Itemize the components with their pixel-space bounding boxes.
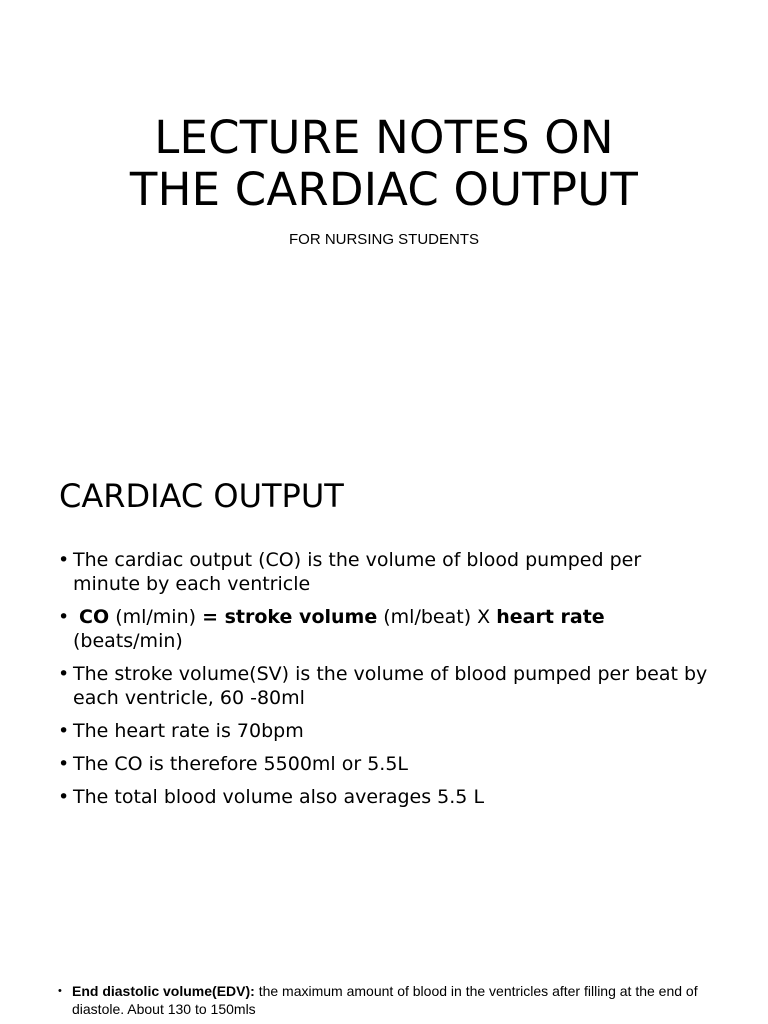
section-heading: CARDIAC OUTPUT <box>59 477 344 515</box>
bullet-icon: • <box>58 720 70 742</box>
formula-sv-unit: (ml/beat) X <box>377 606 497 628</box>
bullet-text: The stroke volume(SV) is the volume of blood pumped per beat by each ventricle, 60 -80ml <box>73 663 708 709</box>
bullet-item-edv <box>58 982 718 1018</box>
bullet-text: The heart rate is 70bpm <box>73 720 304 742</box>
formula-text <box>73 606 605 652</box>
small-bullet-list <box>58 982 718 1018</box>
formula-equals: = <box>202 606 218 628</box>
formula-heart-rate: heart rate <box>496 606 605 628</box>
formula-co-unit: (ml/min) <box>109 606 203 628</box>
bullet-icon: • <box>58 663 70 685</box>
bullet-icon: • <box>58 786 70 808</box>
slide-subtitle: FOR NURSING STUDENTS <box>288 231 479 248</box>
title-line-1: LECTURE NOTES ON <box>154 111 614 164</box>
formula-co: CO <box>79 606 110 628</box>
title-line-2: THE CARDIAC OUTPUT <box>129 163 639 216</box>
bullet-item <box>58 752 708 776</box>
bullet-list <box>58 548 708 818</box>
bullet-icon: • <box>58 549 70 571</box>
edv-text: the maximum amount of blood in the ventricles after filling at the end of diastole. About 130 to 150mls <box>72 983 698 1017</box>
bullet-text: The CO is therefore 5500ml or 5.5L <box>73 753 409 775</box>
formula-stroke-volume: stroke volume <box>218 606 378 628</box>
bullet-icon: • <box>58 753 70 775</box>
title-slide <box>0 0 768 440</box>
slide-title <box>0 112 768 216</box>
edv-term: End diastolic volume(EDV): <box>72 983 255 999</box>
bullet-icon: • <box>58 606 70 628</box>
bullet-item <box>58 785 708 809</box>
bullet-icon: • <box>58 985 62 997</box>
bullet-item-formula <box>58 605 708 653</box>
bullet-item <box>58 662 708 710</box>
bullet-text: The total blood volume also averages 5.5 L <box>73 786 485 808</box>
formula-hr-unit: (beats/min) <box>73 630 183 652</box>
cardiac-output-slide <box>0 440 768 940</box>
bullet-item <box>58 719 708 743</box>
bullet-text: The cardiac output (CO) is the volume of blood pumped per minute by each ventricle <box>73 549 642 595</box>
bullet-item <box>58 548 708 596</box>
edv-slide <box>0 940 768 1024</box>
edv-definition <box>72 983 698 1017</box>
